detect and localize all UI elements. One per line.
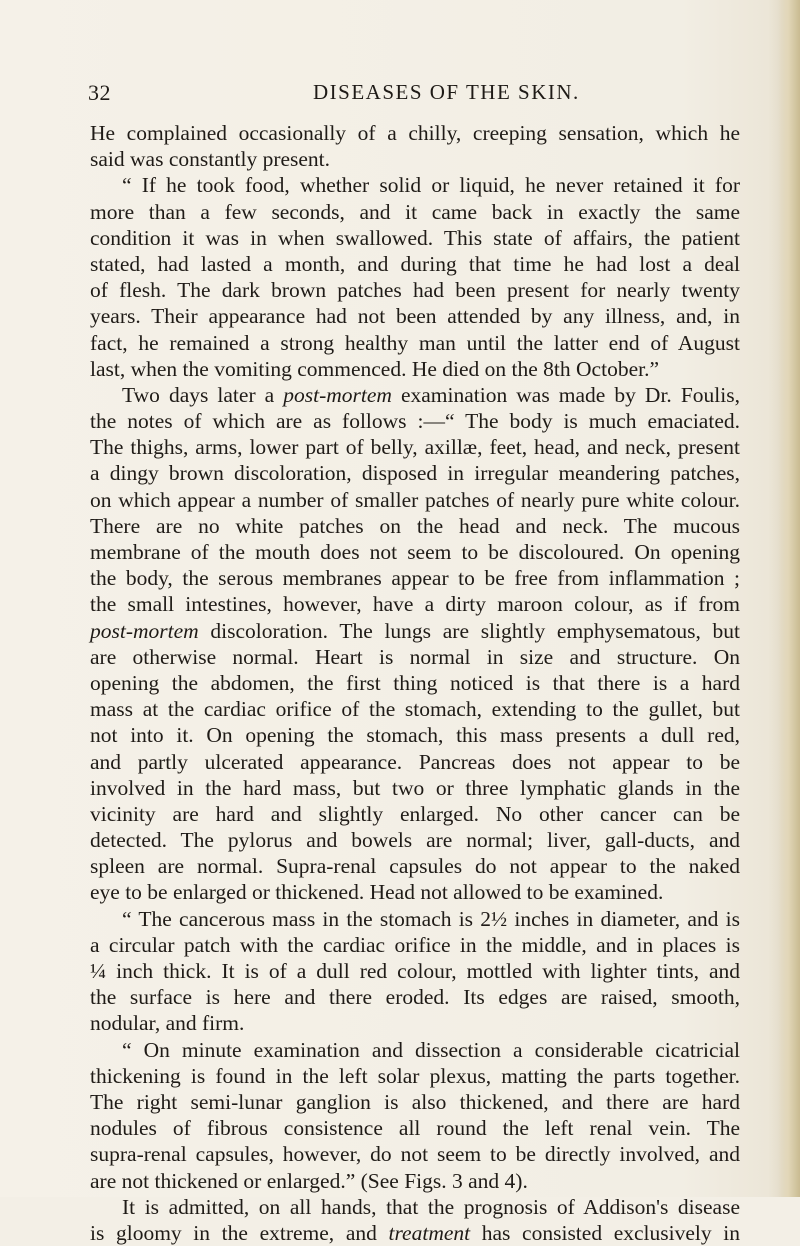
running-head: DISEASES OF THE SKIN.	[313, 80, 580, 104]
text-line: last, when the vomiting commenced. He died on the 8th October.”	[90, 356, 660, 381]
text-line: The right semi-lunar ganglion is also thickened, and there are hard	[90, 1089, 740, 1114]
text-line: a circular patch with the cardiac orifice in the middle, and in places is	[90, 932, 740, 957]
text-line: spleen are normal. Supra-renal capsules do not appear to the naked	[90, 854, 740, 879]
text-line: are not thickened or enlarged.” (See Figs. 3 and 4).	[90, 1168, 528, 1193]
text-line: the small intestines, however, have a dirty maroon colour, as if from	[90, 592, 740, 617]
text-line: more than a few seconds, and it came back in exactly the same	[90, 199, 740, 224]
text-line: involved in the hard mass, but two or three lymphatic glands in the	[90, 775, 740, 800]
text-line: nodular, and firm.	[90, 1011, 245, 1036]
text-line: of flesh. The dark brown patches had been present for nearly twenty	[90, 278, 740, 303]
text-line: fact, he remained a strong healthy man until the latter end of August	[90, 330, 740, 355]
text-line: opening the abdomen, the first thing noticed is that there is a hard	[90, 670, 740, 695]
text-line: the notes of which are as follows :—“ The body is much emaciated.	[90, 409, 740, 434]
text-line: vicinity are hard and slightly enlarged. No other cancer can be	[90, 801, 740, 826]
text-line: the body, the serous membranes appear to be free from inflammation ;	[90, 566, 740, 591]
text-line: He complained occasionally of a chilly, creeping sensation, which he	[90, 121, 740, 145]
text-line: condition it was in when swallowed. This state of affairs, the patient	[90, 225, 740, 250]
text-line: “ On minute examination and dissection a considerable cicatricial	[122, 1037, 740, 1062]
text-line: thickening is found in the left solar plexus, matting the parts together.	[90, 1063, 740, 1088]
text-line: supra-renal capsules, however, do not seem to be directly involved, and	[90, 1142, 740, 1167]
text-line: ¼ inch thick. It is of a dull red colour, mottled with lighter tints, and	[90, 959, 740, 983]
text-line: and partly ulcerated appearance. Pancreas does not appear to be	[90, 749, 740, 774]
text-line: is gloomy in the extreme, and treatment has consisted exclusively in	[90, 1220, 740, 1245]
text-line: Two days later a post-mortem examination was made by Dr. Foulis,	[122, 382, 740, 407]
body-text	[90, 120, 740, 1246]
text-line: eye to be enlarged or thickened. Head not allowed to be examined.	[90, 880, 664, 905]
text-line: on which appear a number of smaller patches of nearly pure white colour.	[90, 487, 740, 512]
text-line: It is admitted, on all hands, that the prognosis of Addison's disease	[122, 1194, 740, 1219]
text-line: mass at the cardiac orifice of the stomach, extending to the gullet, but	[90, 697, 740, 722]
text-line: post-mortem discoloration. The lungs are slightly emphysematous, but	[90, 618, 740, 643]
text-line: There are no white patches on the head and neck. The mucous	[90, 513, 740, 538]
text-line: “ The cancerous mass in the stomach is 2½ inches in diameter, and is	[122, 906, 740, 931]
text-line: said was constantly present.	[90, 147, 331, 172]
page-number: 32	[88, 80, 111, 105]
text-line: “ If he took food, whether solid or liquid, he never retained it for	[122, 173, 740, 198]
page-header	[88, 80, 728, 104]
text-line: years. Their appearance had not been attended by any illness, and, in	[90, 304, 740, 329]
text-line: a dingy brown discoloration, disposed in irregular meandering patches,	[90, 461, 740, 486]
text-line: The thighs, arms, lower part of belly, axillæ, feet, head, and neck, present	[90, 435, 740, 460]
text-line: are otherwise normal. Heart is normal in size and structure. On	[90, 644, 740, 669]
text-line: stated, had lasted a month, and during that time he had lost a deal	[90, 251, 740, 276]
text-line: detected. The pylorus and bowels are normal; liver, gall-ducts, and	[90, 828, 740, 853]
text-line: membrane of the mouth does not seem to be discoloured. On opening	[90, 540, 740, 564]
text-line: the surface is here and there eroded. Its edges are raised, smooth,	[90, 985, 740, 1010]
text-line: nodules of fibrous consistence all round the left renal vein. The	[90, 1116, 740, 1141]
page-edge-shadow	[778, 0, 800, 1197]
text-line: not into it. On opening the stomach, this mass presents a dull red,	[90, 723, 740, 748]
